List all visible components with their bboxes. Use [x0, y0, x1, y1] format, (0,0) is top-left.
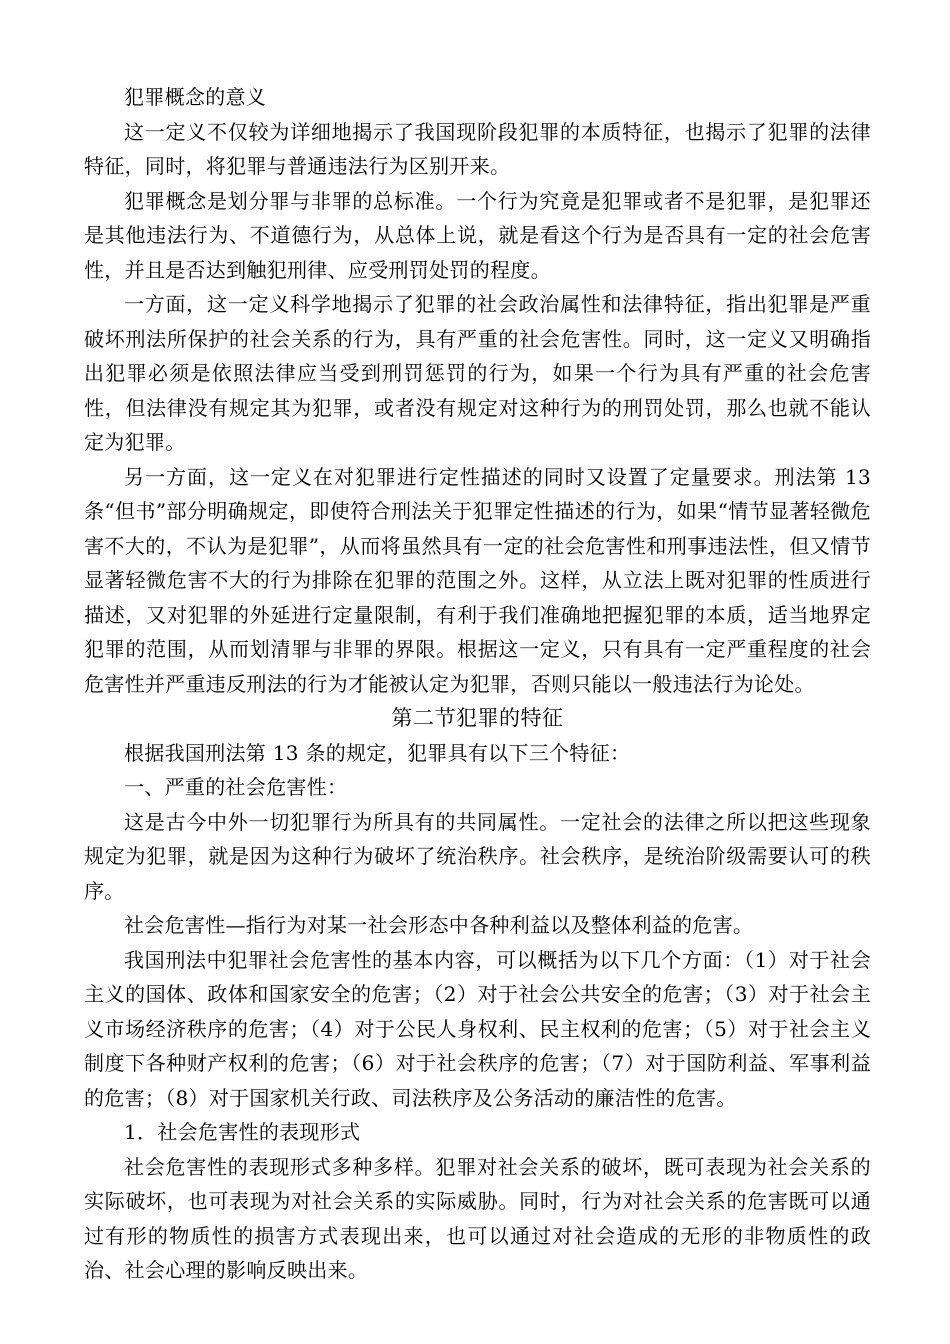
list-heading: 一、严重的社会危害性： [124, 775, 348, 799]
document-page [84, 80, 871, 1288]
heading-meaning: 犯罪概念的意义 [124, 85, 267, 109]
paragraph: 这一定义不仅较为详细地揭示了我国现阶段犯罪的本质特征，也揭示了犯罪的法律特征，同时，将犯罪与普通违法行为区别开来。 [84, 119, 871, 178]
paragraph: 犯罪概念是划分罪与非罪的总标准。一个行为究竟是犯罪或者不是犯罪，是犯罪还是其他违法行为、不道德行为，从总体上说，就是看这个行为是否具有一定的社会危害性，并且是否达到触犯刑律、应受刑罚处罚的程度。 [84, 188, 871, 282]
paragraph: 这是古今中外一切犯罪行为所具有的共同属性。一定社会的法律之所以把这些现象规定为犯罪，就是因为这种行为破坏了统治秩序。社会秩序，是统治阶级需要认可的秩序。 [84, 809, 871, 903]
paragraph: 根据我国刑法第 13 条的规定，犯罪具有以下三个特征： [124, 740, 631, 765]
paragraph: 社会危害性—指行为对某一社会形态中各种利益以及整体利益的危害。 [124, 913, 754, 937]
section-title: 第二节犯罪的特征 [391, 706, 564, 730]
paragraph: 另一方面，这一定义在对犯罪进行定性描述的同时又设置了定量要求。刑法第 13 条“但书”部分明确规定，即使符合刑法关于犯罪定性描述的行为，如果“情节显著轻微危害不大的，不认为是犯罪”，从而将虽然具有一定的社会危害性和刑事违法性，但又情节显著轻微危害不大的行为排除在犯罪的范围之外。这样，从立法上既对犯罪的性质进行描述，又对犯罪的外延进行定量限制，有利于我们准确地把握犯罪的本质，适当地界定犯罪的范围，从而划清罪与非罪的界限。根据这一定义，只有具有一定严重程度的社会危害性并严重违反刑法的行为才能被认定为犯罪，否则只能以一般违法行为论处。 [84, 464, 871, 696]
paragraph: 一方面，这一定义科学地揭示了犯罪的社会政治属性和法律特征，指出犯罪是严重破坏刑法所保护的社会关系的行为，具有严重的社会危害性。同时，这一定义又明确指出犯罪必须是依照法律应当受到刑罚惩罚的行为，如果一个行为具有严重的社会危害性，但法律没有规定其为犯罪，或者没有规定对这种行为的刑罚处罚，那么也就不能认定为犯罪。 [84, 292, 871, 454]
paragraph: 我国刑法中犯罪社会危害性的基本内容，可以概括为以下几个方面：（1）对于社会主义的国体、政体和国家安全的危害；（2）对于社会公共安全的危害；（3）对于社会主义市场经济秩序的危害；（4）对于公民人身权利、民主权利的危害；（5）对于社会主义制度下各种财产权利的危害；（6）对于社会秩序的危害；（7）对于国防利益、军事利益的危害；（8）对于国家机关行政、司法秩序及公务活动的廉洁性的危害。 [84, 947, 871, 1110]
paragraph: 社会危害性的表现形式多种多样。犯罪对社会关系的破坏，既可表现为社会关系的实际破坏，也可表现为对社会关系的实际威胁。同时，行为对社会关系的危害既可以通过有形的物质性的损害方式表现出来，也可以通过对社会造成的无形的非物质性的政治、社会心理的影响反映出来。 [84, 1154, 871, 1282]
subheading: 1．社会危害性的表现形式 [124, 1120, 361, 1144]
